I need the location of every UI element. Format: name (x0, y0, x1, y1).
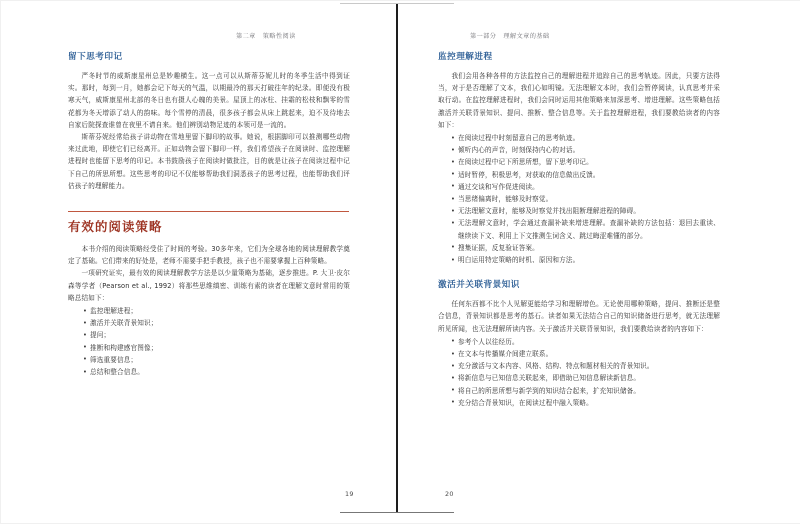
left-chapter-paragraph-1: 本书介绍的阅读策略经受住了时间的考验。30多年来，它们为全球各地的阅读理解教学奠定了基础。它们带来的好处是，老师不需要手把手教授，孩子也不需要掌握上百种策略。 (68, 245, 350, 266)
bullet-icon: • (451, 206, 456, 215)
bullet-icon: • (451, 337, 456, 346)
list-item-text: 在阅读过程中记下所思所想，留下思考印记。 (458, 158, 593, 167)
right-page-number: 20 (445, 490, 454, 498)
list-item-text: 无法理解文意时，学会通过查漏补缺来增进理解。查漏补缺的方法包括：退回去重读、继续读下文、利用上下文推测生词含义、跳过晦涩难懂的部分。 (458, 219, 720, 240)
list-item (84, 329, 350, 341)
list-item-text: 筛选重要信息； (90, 355, 138, 364)
bullet-icon: • (451, 157, 456, 166)
bullet-icon: • (451, 170, 456, 179)
bullet-icon: • (451, 255, 456, 264)
list-item (452, 372, 720, 384)
bullet-icon: • (451, 218, 456, 227)
list-item-text: 通过交谈和写作促进阅读。 (458, 182, 539, 191)
right-section-2-list (438, 336, 720, 409)
list-item-text: 明白运用特定策略的时机、原因和方法。 (458, 256, 580, 265)
bullet-icon: • (83, 306, 88, 315)
list-item (452, 132, 720, 144)
left-running-head (236, 31, 296, 40)
list-item (452, 193, 720, 205)
bullet-icon: • (451, 373, 456, 382)
list-item-text: 监控理解进程； (90, 307, 138, 316)
bullet-icon: • (451, 386, 456, 395)
bullet-icon: • (451, 145, 456, 154)
bullet-icon: • (451, 182, 456, 191)
list-item-text: 总结和整合信息。 (90, 368, 144, 377)
bullet-icon: • (451, 398, 456, 407)
list-item (452, 217, 720, 241)
left-section-heading: 留下思考印记 (68, 52, 123, 62)
list-item-text: 搜集证据，反复验证答案。 (458, 243, 539, 252)
list-item (452, 397, 720, 409)
right-section-2-heading: 激活并关联背景知识 (438, 280, 520, 291)
list-item (452, 205, 720, 217)
bullet-icon: • (83, 318, 88, 327)
bullet-icon: • (83, 367, 88, 376)
left-paragraph-2: 斯蒂芬妮经常给孩子讲动物在雪地里留下脚印的故事。她说，根据脚印可以推测哪些动物来过此地，即使它们已经离开。正如动物会留下脚印一样，我们希望孩子在阅读时、监控理解进程时也能留下思考的印记。本书鼓励孩子在阅读时做批注，目的就是让孩子在阅读过程中记下自己的所思所想。这些思考的印记不仅能够帮助我们洞悉孩子的思考过程，也能帮助我们评估孩子的理解能力。 (68, 133, 350, 190)
bullet-icon: • (451, 194, 456, 203)
list-item (452, 181, 720, 193)
left-running-head-title: 策略性阅读 (262, 33, 296, 40)
right-section-1-paragraph: 我们会用各种各样的方法监控自己的理解进程并追踪自己的思考轨迹。因此，只要方法得当，对于是否理解了文本，我们心如明镜。无法理解文本时，我们会暂停阅读，认真思考并采取行动。在监控理解进程时，我们会同时运用其他策略来加深思考、增进理解。这些策略包括激活并关联背景知识、提问、推断、整合信息等。关于监控理解进程，我们要教给读者的内容如下： (438, 72, 720, 129)
list-item (84, 305, 350, 317)
list-item (452, 156, 720, 168)
right-running-head (470, 31, 549, 40)
list-item (84, 342, 350, 354)
left-page-number: 19 (345, 490, 354, 498)
list-item (84, 317, 350, 329)
list-item-text: 倾听内心的声音，时刻保持内心的对话。 (458, 146, 580, 155)
right-running-head-chapter: 第一部分 (470, 33, 497, 40)
list-item (84, 366, 350, 378)
right-section-2-paragraph: 任何东西都不比个人见解更能给学习和理解增色。无论使用哪种策略，提问、推断还是整合信息，背景知识都是思考的基石。读者如果无法结合自己的知识储备进行思考，就无法理解所见所闻，也无法理解所读内容。关于激活并关联背景知识，我们要教给读者的内容如下： (438, 300, 720, 333)
list-item (452, 360, 720, 372)
list-item (452, 385, 720, 397)
list-item (452, 242, 720, 254)
list-item-text: 推断和构建感官图像； (90, 343, 158, 352)
bullet-icon: • (451, 349, 456, 358)
list-item-text: 激活并关联背景知识； (90, 319, 158, 328)
right-section-1-heading: 监控理解进程 (438, 52, 493, 62)
bullet-icon: • (451, 133, 456, 142)
bullet-icon: • (83, 330, 88, 339)
bullet-icon: • (83, 355, 88, 364)
right-running-head-title: 理解文章的基础 (503, 33, 550, 40)
list-item (452, 169, 720, 181)
bullet-icon: • (451, 243, 456, 252)
list-item (452, 336, 720, 348)
list-item-text: 充分结合背景知识，在阅读过程中融入策略。 (458, 398, 593, 407)
right-text-column (438, 52, 720, 409)
left-text-column (68, 52, 350, 378)
list-item-text: 充分激活与文本内容、风格、结构、特点和题材相关的背景知识。 (458, 362, 654, 371)
list-item-text: 将新信息与已知信息关联起来，即借助已知信息解读新信息。 (458, 374, 641, 383)
bullet-icon: • (83, 343, 88, 352)
chapter-heading-rule (68, 211, 349, 212)
right-section-1-list (438, 132, 720, 266)
list-item-text: 将自己的所思所想与新学到的知识结合起来，扩充知识储备。 (458, 386, 641, 395)
list-item-text: 当思绪偏离时，能够及时察觉。 (458, 195, 553, 204)
list-item (452, 348, 720, 360)
left-running-head-chapter: 第二章 (236, 33, 256, 40)
list-item-text: 参考个人以往经历。 (458, 337, 519, 346)
spine-foot-edge (340, 512, 454, 513)
list-item-text: 在文本与传播媒介间建立联系。 (458, 350, 553, 359)
left-paragraph-1: 严冬时节的威斯康星州总是妙趣横生。这一点可以从斯蒂芬妮儿时的冬季生活中得到证实。那时，每到一月，她都会记下每天的气温，以期最冷的那天打破往年的纪录。即便没有极寒天气，威斯康星州北部的冬日也有摄人心魄的美景。屋顶上的冰柱、挂霜的松枝和飘零的雪花都为冬天增添了动人的韵味。每个雪停的清晨，很多孩子都会从床上跳起来，迫不及待地去自家后院探查谁曾在夜里不请自来。他们辨别动物足迹的本领可是一流的。 (68, 72, 350, 129)
list-item (452, 254, 720, 266)
chapter-heading: 有效的阅读策略 (68, 219, 163, 235)
chapter-heading-block (68, 211, 350, 234)
bullet-icon: • (451, 361, 456, 370)
list-item-text: 提问； (90, 331, 111, 340)
left-strategy-list (68, 305, 350, 378)
list-item-text: 在阅读过程中时刻留意自己的思考轨迹。 (458, 134, 580, 143)
book-spine (396, 4, 398, 513)
list-item-text: 适时暂停，积极思考，对获取的信息做出反馈。 (458, 170, 600, 179)
left-chapter-paragraph-2: 一项研究证实，最有效的阅读理解教学方法是以少量策略为基础，逐步推进。P. 大卫·皮尔森等学者（Pearson et al., 1992）将那些思维缜密、训练有素的读者在理解文意时常用的策略总结如下： (68, 269, 350, 302)
list-item-text: 无法理解文意时，能够及时察觉并找出阻断理解进程的障碍。 (458, 207, 641, 216)
list-item (452, 144, 720, 156)
list-item (84, 354, 350, 366)
